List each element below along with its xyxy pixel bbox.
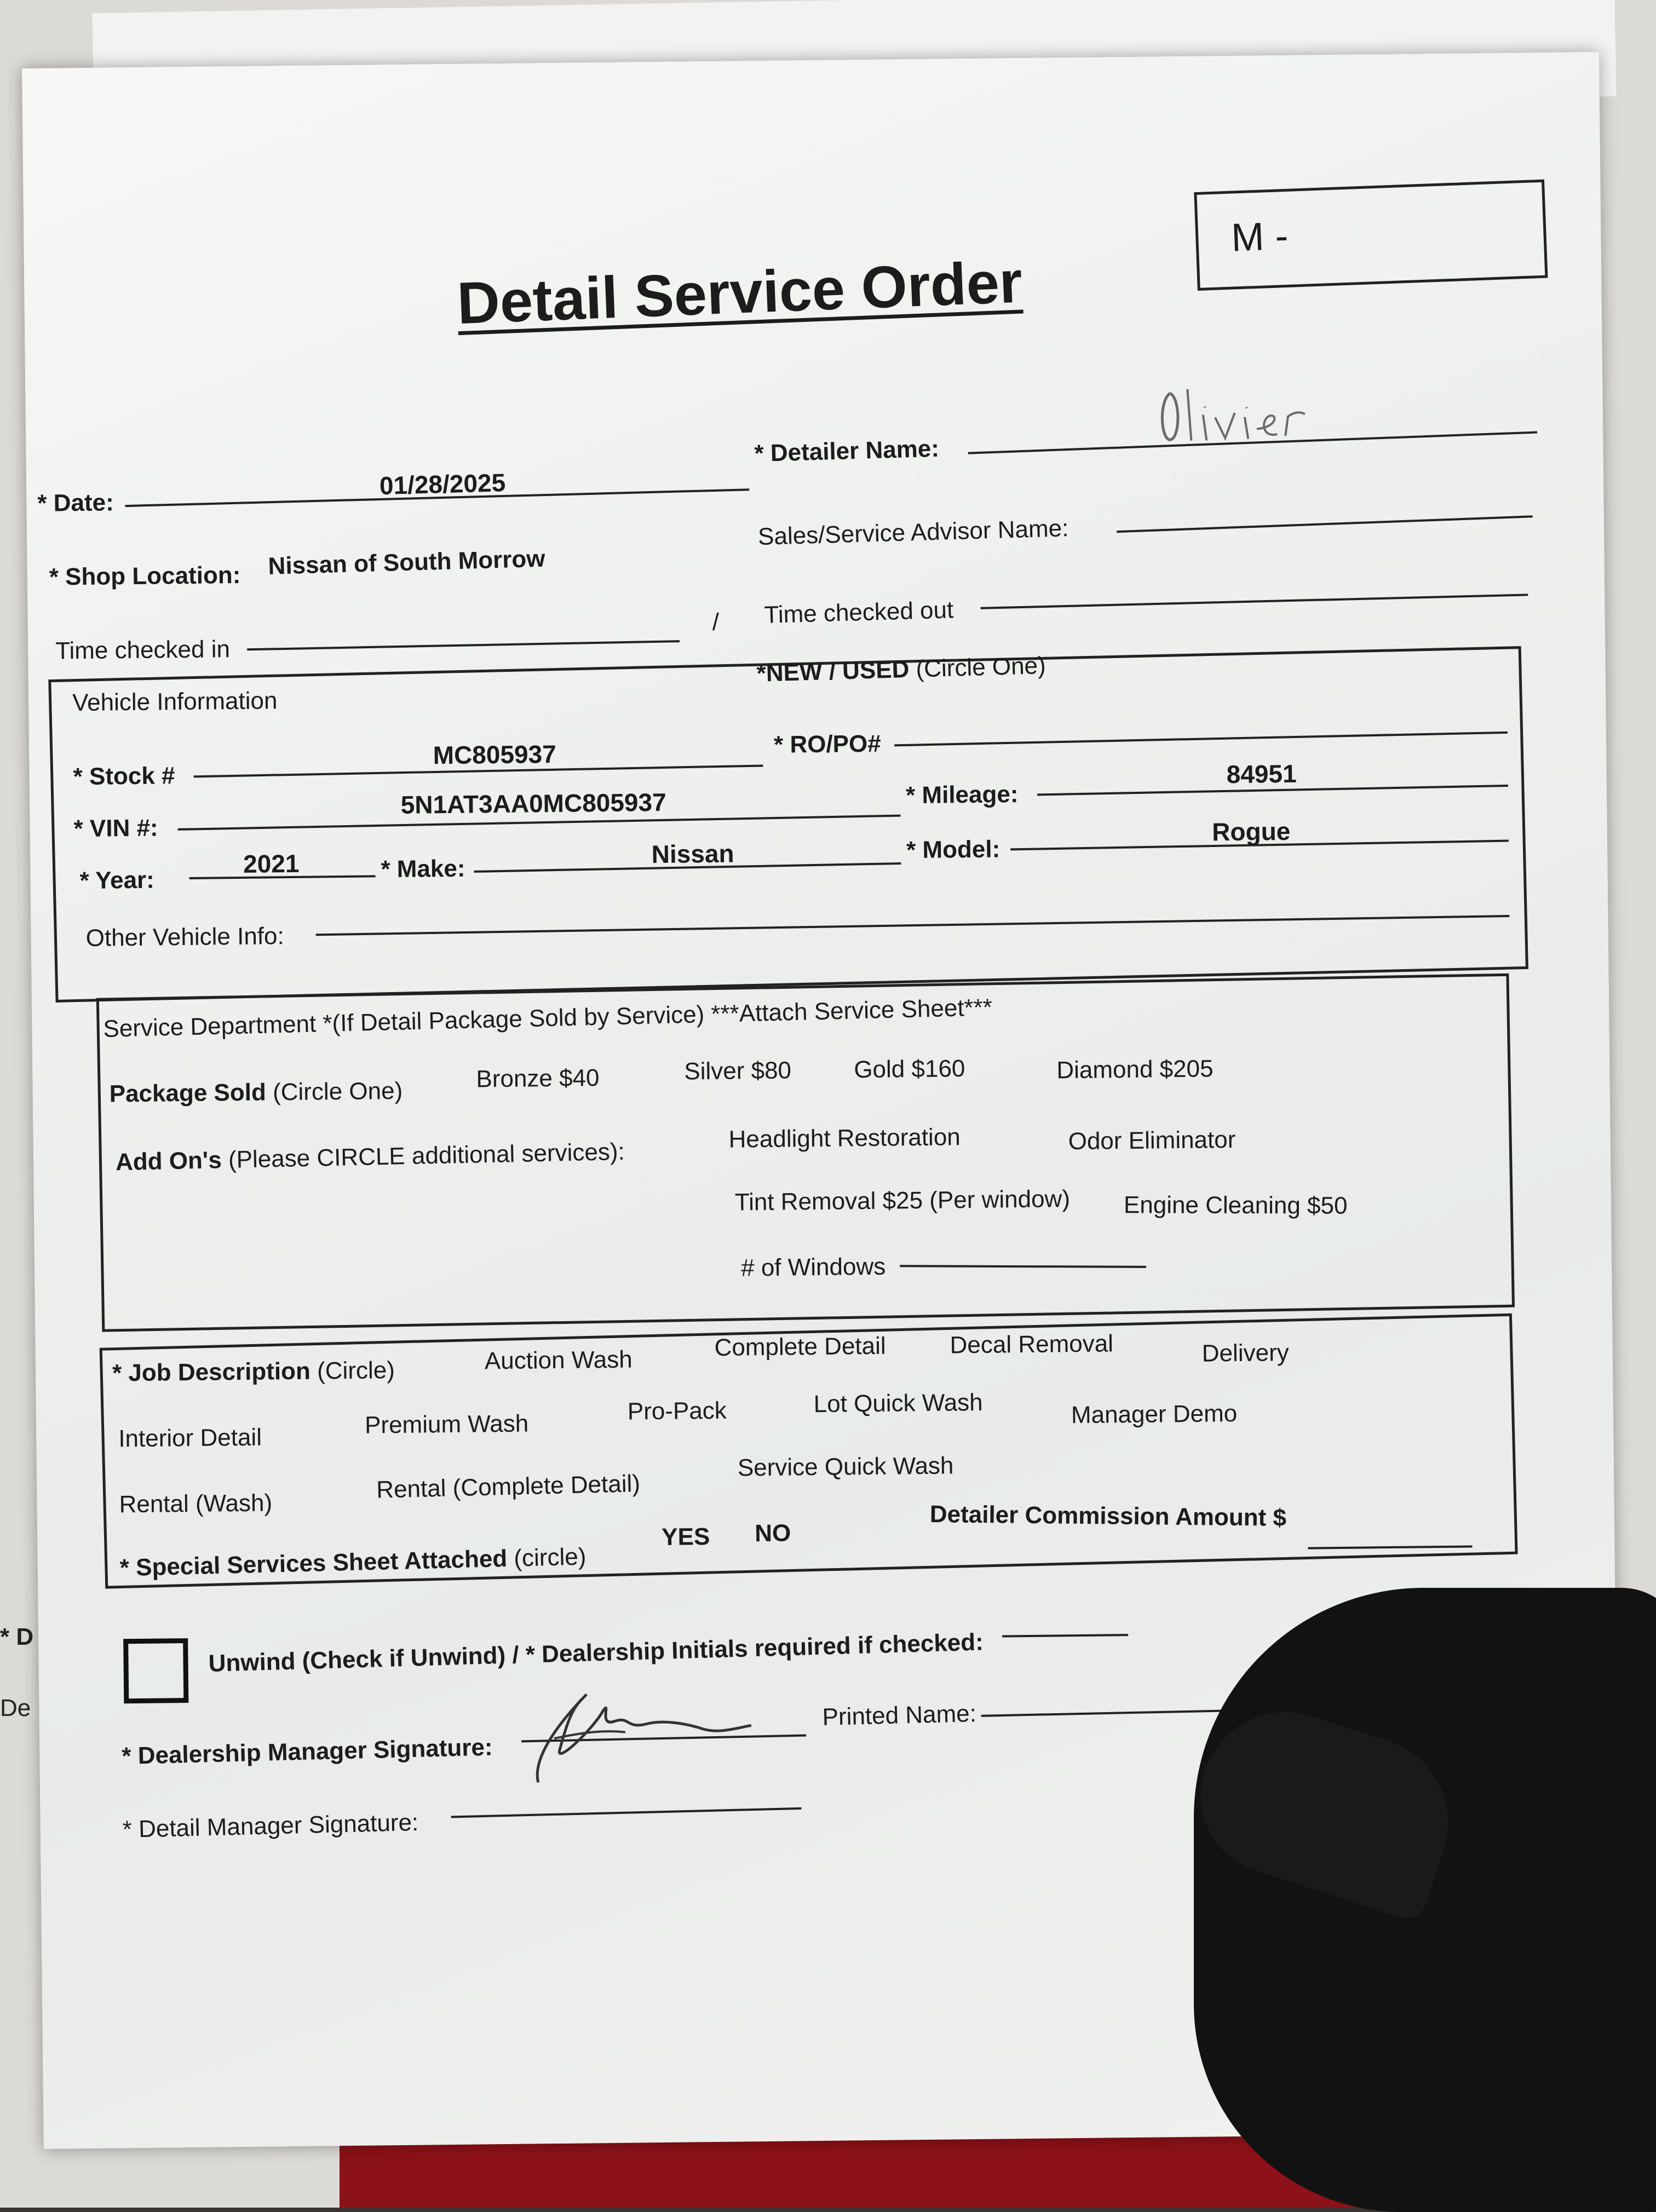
package-bronze[interactable]: Bronze $40: [476, 1064, 600, 1093]
printed-name-label: Printed Name:: [822, 1700, 977, 1731]
job-interior-detail[interactable]: Interior Detail: [118, 1424, 262, 1453]
job-decal-removal[interactable]: Decal Removal: [950, 1330, 1114, 1359]
package-diamond[interactable]: Diamond $205: [1056, 1055, 1214, 1084]
special-services-hint: (circle): [513, 1543, 586, 1572]
shop-location-value: Nissan of South Morrow: [267, 545, 546, 580]
other-vehicle-info-label: Other Vehicle Info:: [85, 923, 284, 952]
model-label: * Model:: [906, 836, 1001, 864]
vehicle-information-label: Vehicle Information: [72, 687, 278, 717]
package-silver[interactable]: Silver $80: [684, 1057, 792, 1085]
job-rental-complete-detail[interactable]: Rental (Complete Detail): [376, 1470, 641, 1504]
job-lot-quick-wash[interactable]: Lot Quick Wash: [813, 1389, 983, 1418]
package-sold-label: Package Sold: [109, 1079, 267, 1108]
time-checked-in-label: Time checked in: [55, 636, 231, 665]
job-service-quick-wash[interactable]: Service Quick Wash: [737, 1452, 954, 1482]
vin-value: 5N1AT3AA0MC805937: [400, 787, 666, 819]
stock-value: MC805937: [433, 739, 557, 770]
dealership-manager-signature: [521, 1676, 774, 1799]
make-label: * Make:: [381, 855, 465, 883]
addon-odor-eliminator[interactable]: Odor Eliminator: [1068, 1126, 1236, 1155]
m-number-box: [1194, 180, 1548, 291]
add-ons-label: Add On's: [115, 1147, 222, 1176]
job-pro-pack[interactable]: Pro-Pack: [627, 1397, 727, 1425]
advisor-name-label: Sales/Service Advisor Name:: [757, 515, 1069, 550]
job-auction-wash[interactable]: Auction Wash: [484, 1346, 633, 1375]
mileage-label: * Mileage:: [905, 781, 1019, 809]
job-description-hint: (Circle): [317, 1357, 395, 1385]
behind-sheet-fragment: De: [0, 1695, 31, 1721]
add-ons-hint: (Please CIRCLE additional services):: [228, 1138, 625, 1173]
stock-label: * Stock #: [73, 762, 175, 791]
advisor-name-line: [1117, 515, 1533, 533]
job-description-field: [112, 1357, 395, 1387]
unwind-field: [208, 1629, 984, 1678]
special-services-no[interactable]: NO: [754, 1519, 791, 1547]
addon-tint-removal[interactable]: Tint Removal $25 (Per window): [734, 1185, 1071, 1216]
unwind-label: Unwind: [208, 1648, 296, 1678]
package-sold-hint: (Circle One): [272, 1077, 403, 1106]
job-rental-wash[interactable]: Rental (Wash): [119, 1489, 273, 1518]
dealership-initials-line: [1002, 1634, 1128, 1637]
job-complete-detail[interactable]: Complete Detail: [714, 1332, 886, 1361]
dealership-manager-signature-label: * Dealership Manager Signature:: [121, 1733, 493, 1770]
job-description-label: * Job Description: [112, 1357, 311, 1387]
package-sold-field: [109, 1078, 403, 1108]
year-label: * Year:: [79, 866, 155, 895]
addon-engine-cleaning[interactable]: Engine Cleaning $50: [1123, 1191, 1348, 1219]
job-manager-demo[interactable]: Manager Demo: [1071, 1399, 1238, 1429]
behind-sheet-fragment: * D: [0, 1623, 34, 1650]
date-label: * Date:: [37, 489, 114, 517]
service-department-label: Service Department *(If Detail Package Sold by Service) ***Attach Service Sheet***: [102, 994, 993, 1042]
vin-label: * VIN #:: [73, 814, 158, 843]
ro-po-label: * RO/PO#: [773, 730, 881, 758]
package-gold[interactable]: Gold $160: [854, 1055, 965, 1084]
detailer-name-handwritten: [1153, 378, 1318, 456]
time-checked-out-line: [980, 594, 1528, 609]
job-delivery[interactable]: Delivery: [1201, 1339, 1289, 1367]
detailer-name-label: * Detailer Name:: [754, 435, 940, 468]
mileage-value: 84951: [1226, 759, 1297, 789]
detailer-name-text: [1153, 379, 1155, 380]
m-number-label: M -: [1230, 214, 1289, 260]
new-used-label: *NEW / USED: [756, 655, 910, 687]
time-checked-out-label: Time checked out: [763, 596, 954, 629]
date-value: 01/28/2025: [379, 468, 506, 500]
model-value: Rogue: [1211, 816, 1291, 846]
unwind-hint: (Check if Unwind) / * Dealership Initials required if checked:: [302, 1628, 984, 1675]
detail-manager-signature-label: * Detail Manager Signature:: [122, 1808, 419, 1844]
page-title: Detail Service Order: [456, 248, 1024, 337]
make-value: Nissan: [651, 839, 734, 869]
time-separator: /: [712, 608, 720, 636]
new-used-hint: (Circle One): [915, 652, 1046, 683]
addon-headlight-restoration[interactable]: Headlight Restoration: [728, 1124, 961, 1153]
special-services-label: * Special Services Sheet Attached: [119, 1545, 508, 1582]
year-value: 2021: [243, 849, 300, 878]
detail-manager-signature-line: [451, 1807, 802, 1818]
special-services-yes[interactable]: YES: [661, 1523, 710, 1551]
time-checked-in-line: [247, 640, 680, 650]
job-premium-wash[interactable]: Premium Wash: [364, 1410, 529, 1439]
shop-location-label: * Shop Location:: [49, 561, 241, 591]
windows-count-label: # of Windows: [740, 1253, 886, 1282]
commission-label: Detailer Commission Amount $: [929, 1501, 1287, 1531]
unwind-checkbox[interactable]: [123, 1638, 188, 1703]
